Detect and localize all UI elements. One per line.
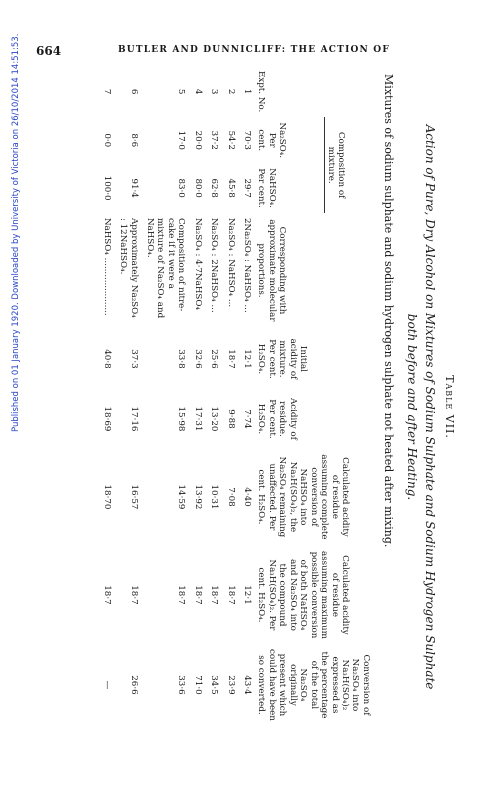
cell-calc_a: 14·59	[176, 484, 187, 510]
cell-corr: 2Na₂SO₄ : NaHSO₄ ...	[242, 217, 253, 313]
cell-na2so4: 37·2	[209, 130, 220, 150]
cell-calc_a: 16·57	[128, 484, 139, 510]
header-corresponding: Corresponding with approximate molecular proportions.	[256, 219, 288, 322]
header-acidity-residue: Acidity of residue. Per cent. H₂SO₄.	[256, 398, 298, 440]
running-head: BUTLER AND DUNNICLIFF: THE ACTION OF	[118, 45, 390, 55]
header-calc-maximum: Calculated acidity of residue assuming maximum possible conversion of both NaHSO₄ and Na₂SO₄ into the compound Na₃H(SO₄)₂. Per cent. H₂SO₄.	[256, 551, 350, 639]
cell-calc_b: 12·1	[242, 585, 253, 605]
cell-expt: 3	[209, 88, 220, 95]
cell-conv: 26·6	[128, 675, 139, 695]
cell-conv: 23·9	[225, 675, 236, 695]
rotated-table-block	[34, 62, 474, 752]
table-row	[189, 66, 205, 726]
cell-initial: 12·1	[242, 349, 253, 369]
cell-calc_a: 18·70	[101, 484, 112, 510]
cell-expt: 4	[192, 88, 203, 95]
cell-calc_a: 7·08	[225, 487, 236, 507]
table-row	[239, 66, 255, 726]
header-expt: Expt. No.	[256, 71, 267, 113]
cell-conv: —	[101, 680, 112, 690]
data-table	[98, 66, 372, 726]
cell-conv: 33·6	[176, 675, 187, 695]
cell-expt: 1	[242, 88, 253, 95]
cell-initial: 37·3	[128, 349, 139, 369]
cell-nahso4: 62·8	[209, 178, 220, 198]
cell-nahso4: 100·0	[101, 175, 112, 201]
cell-conv: 34·5	[209, 675, 220, 695]
cell-residue: 15·98	[176, 406, 187, 432]
header-nahso4: NaHSO₄. Per cent.	[256, 168, 277, 208]
cell-na2so4: 70·3	[242, 130, 253, 150]
cell-residue: 17·31	[192, 406, 203, 432]
cell-corr: Approximately Na₂SO₄ : 12NaHSO₄.	[118, 217, 139, 318]
cell-initial: 40·8	[101, 349, 112, 369]
cell-na2so4: 8·6	[128, 133, 139, 148]
cell-calc_a: 4·40	[242, 487, 253, 507]
page-number: 664	[36, 44, 62, 58]
cell-conv: 43·4	[242, 675, 253, 695]
cell-initial: 18·7	[225, 349, 236, 369]
cell-corr: Na₂SO₄ : NaHSO₄ ...	[225, 217, 236, 308]
table-title: Action of Pure, Dry Alcohol on Mixtures of Sodium Sulphate and Sodium Hydrogen Sulphate	[422, 124, 437, 690]
cell-calc_b: 18·7	[225, 585, 236, 605]
cell-nahso4: 91·4	[128, 178, 139, 198]
header-composition-group: Composition of mixture.	[324, 117, 372, 213]
cell-residue: 9·88	[225, 409, 236, 429]
table-subtitle: both before and after Heating.	[405, 313, 420, 501]
cell-calc_b: 18·7	[176, 585, 187, 605]
cell-nahso4: 45·8	[225, 178, 236, 198]
cell-calc_b: 18·7	[192, 585, 203, 605]
cell-na2so4: 54·2	[225, 130, 236, 150]
cell-corr: Na₂SO₄ : 2NaHSO₄ ...	[209, 217, 220, 313]
download-watermark[interactable]: Published on 01 January 1920. Downloaded by University of Victoria on 26/10/2014 14:51:53.	[11, 33, 21, 432]
cell-residue: 18·69	[101, 406, 112, 432]
table-row	[98, 66, 114, 726]
table-row	[142, 66, 190, 726]
header-initial-acidity: Initial acidity of mixture. Per cent. H₂SO₄.	[256, 338, 309, 380]
cell-corr: Na₂SO₄ : 4·7NaHSO₄	[192, 217, 203, 310]
cell-calc_a: 10·31	[209, 484, 220, 510]
cell-calc_b: 18·7	[209, 585, 220, 605]
table-section-heading: Mixtures of sodium sulphate and sodium hydrogen sulphate not heated after mixing.	[382, 74, 396, 548]
table-body	[98, 66, 255, 726]
cell-initial: 25·6	[209, 349, 220, 369]
cell-residue: 17·16	[128, 406, 139, 432]
table-row	[206, 66, 222, 726]
cell-expt: 7	[101, 88, 112, 95]
cell-na2so4: 20·0	[192, 130, 203, 150]
header-na2so4: Na₂SO₄. Per cent.	[256, 122, 288, 159]
cell-expt: 2	[225, 88, 236, 95]
header-calc-complete: Calculated acidity of residue assuming complete conversion of NaHSO₄ into Na₃H(SO₄)₂, the Na₂SO₄ remaining unaffected. Per cent. H₂SO₄.	[256, 454, 350, 540]
cell-initial: 33·8	[176, 349, 187, 369]
cell-calc_b: 18·7	[101, 585, 112, 605]
table-row	[222, 66, 238, 726]
cell-corr: NaHSO₄ .....................	[101, 217, 112, 316]
header-conversion: Conversion of Na₂SO₄ into Na₃H(SO₄)₂ expressed as the percentage of the total Na₂SO₄ originally present which could have been so converted.	[256, 649, 371, 721]
cell-calc_b: 18·7	[128, 585, 139, 605]
cell-na2so4: 17·0	[176, 130, 187, 150]
cell-residue: 13·20	[209, 406, 220, 432]
table-caption: Table VII.	[443, 375, 456, 439]
cell-expt: 6	[128, 88, 139, 95]
cell-nahso4: 80·0	[192, 178, 203, 198]
cell-nahso4: 83·0	[176, 178, 187, 198]
cell-corr: Composition of nitre-cake if it were a mixture of Na₂SO₄ and NaHSO₄.	[144, 217, 187, 319]
cell-residue: 7·74	[242, 409, 253, 429]
cell-na2so4: 0·0	[101, 133, 112, 148]
cell-expt: 5	[176, 88, 187, 95]
cell-calc_a: 13·92	[192, 484, 203, 510]
cell-nahso4: 29·7	[242, 178, 253, 198]
table-row	[115, 66, 142, 726]
cell-conv: 71·0	[192, 675, 203, 695]
cell-initial: 32·6	[192, 349, 203, 369]
